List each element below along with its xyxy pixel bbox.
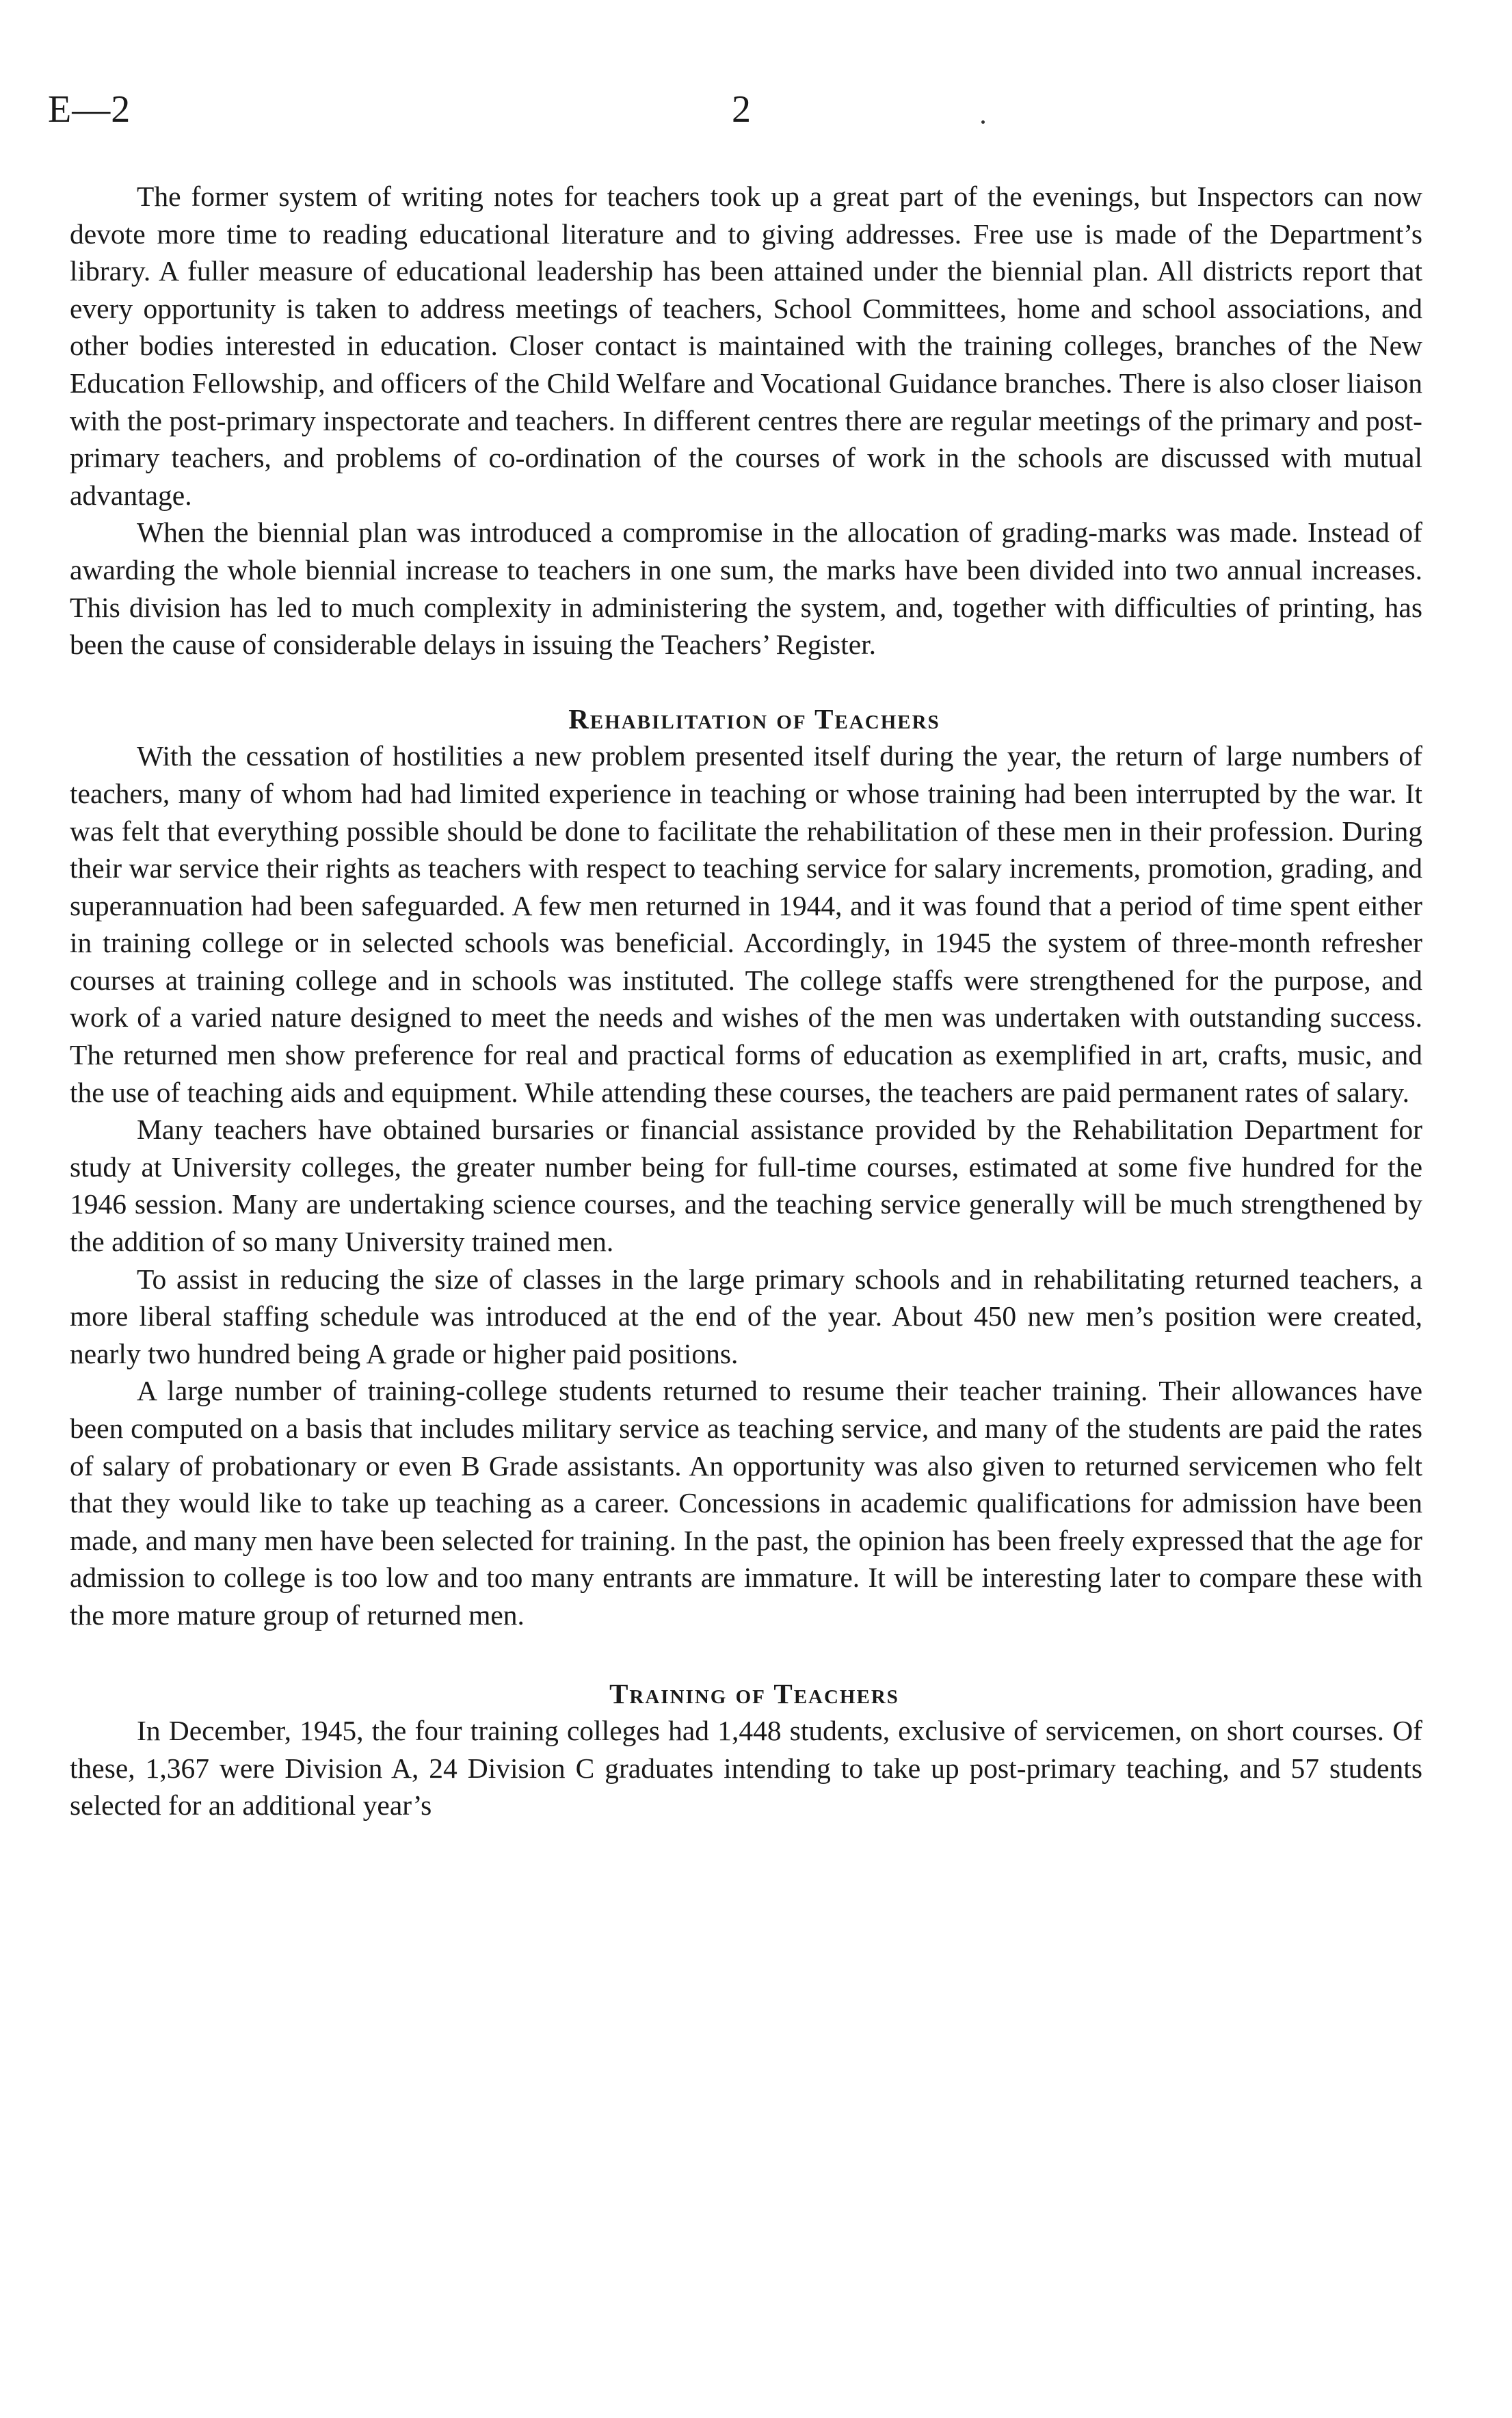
paragraph-biennial-plan: When the biennial plan was introduced a compromise in the allocation of grading-marks was made. Instead of awarding the whole biennial increase to teachers in one sum, the marks have been divided into two annual increases. This division has led to much complexity in administering the system, and, together with difficulties of printing, has been the cause of considerable delays in issuing the Teachers’ Register. xyxy=(70,516,1422,661)
section-heading-training: Training of Teachers xyxy=(609,1677,899,1709)
spacer xyxy=(70,663,1422,700)
paragraph-bursaries: Many teachers have obtained bursaries or financial assistance provided by the Rehabilitation Department for study at University colleges, the greater number being for full-time courses, estimated at some five hundred for the 1946 session. Many are undertaking science courses, and the teaching service generally will be much strengthened by the addition of so many University trained men. xyxy=(70,1114,1422,1258)
paragraph-training-colleges: In December, 1945, the four training colleges had 1,448 students, exclusive of servicemen, on short courses. Of these, 1,367 were Division A, 24 Division C graduates intending to take up post-primary teaching, and 57 students selected for an additional year’s xyxy=(70,1715,1422,1822)
paragraph-staffing-schedule: To assist in reducing the size of classes in the large primary schools and in rehabilitating returned teachers, a more liberal staffing schedule was introduced at the end of the year. About 450 new men’s position were created, nearly two hundred being A grade or higher paid positions. xyxy=(70,1263,1422,1369)
paragraph-training-students: A large number of training-college students returned to resume their teacher training. Their allowances have been computed on a basis that includes military service as teaching service, and many of the students are paid the rates of salary of probationary or even B Grade assistants. An opportunity was also given to returned servicemen who felt that they would like to take up teaching as a career. Concessions in academic qualifications for admission have been made, and many men have been selected for training. In the past, the opinion has been freely expressed that the age for admission to college is too low and too many entrants are immature. It will be interesting later to compare these with the more mature group of returned men. xyxy=(70,1375,1422,1631)
spacer xyxy=(70,1634,1422,1675)
print-speck xyxy=(981,120,985,124)
paragraph-return-of-teachers: With the cessation of hostilities a new problem presented itself during the year, the return of large numbers of teachers, many of whom had had limited experience in teaching or whose training had been interrupted by the war. It was felt that everything possible should be done to facilitate the rehabilitation of these men in their profession. During their war service their rights as teachers with respect to teaching service for salary increments, promotion, grading, and superannuation had been safeguarded. A few men returned in 1944, and it was found that a period of time spent either in training college or in selected schools was beneficial. Accordingly, in 1945 the system of three-month refresher courses at training college and in schools was instituted. The college staffs were strengthened for the purpose, and work of a varied nature designed to meet the needs and wishes of the men was undertaken with outstanding success. The returned men show preference for real and practical forms of education as exemplified in art, crafts, music, and the use of teaching aids and equipment. While attending these courses, the teachers are paid permanent rates of salary. xyxy=(70,740,1422,1108)
paragraph-inspectors: The former system of writing notes for teachers took up a great part of the evenings, but Inspectors can now devote more time to reading educational literature and to giving addresses. Free use is made of the Department’s library. A fuller measure of educational leadership has been attained under the biennial plan. All districts report that every opportunity is taken to address meetings of teachers, School Committees, home and school associations, and other bodies interested in education. Closer contact is maintained with the training colleges, branches of the New Education Fellowship, and officers of the Child Welfare and Vocational Guidance branches. There is also closer liaison with the post-primary inspectorate and teachers. In different centres there are regular meetings of the primary and post-primary teachers, and problems of co-ordination of the courses of work in the schools are discussed with mutual advantage. xyxy=(70,181,1422,511)
section-heading-rehabilitation: Rehabilitation of Teachers xyxy=(568,702,940,735)
page-number: 2 xyxy=(732,88,751,131)
page-code: E—2 xyxy=(48,88,131,131)
page-header xyxy=(48,88,1464,142)
body-text xyxy=(70,178,1422,1824)
